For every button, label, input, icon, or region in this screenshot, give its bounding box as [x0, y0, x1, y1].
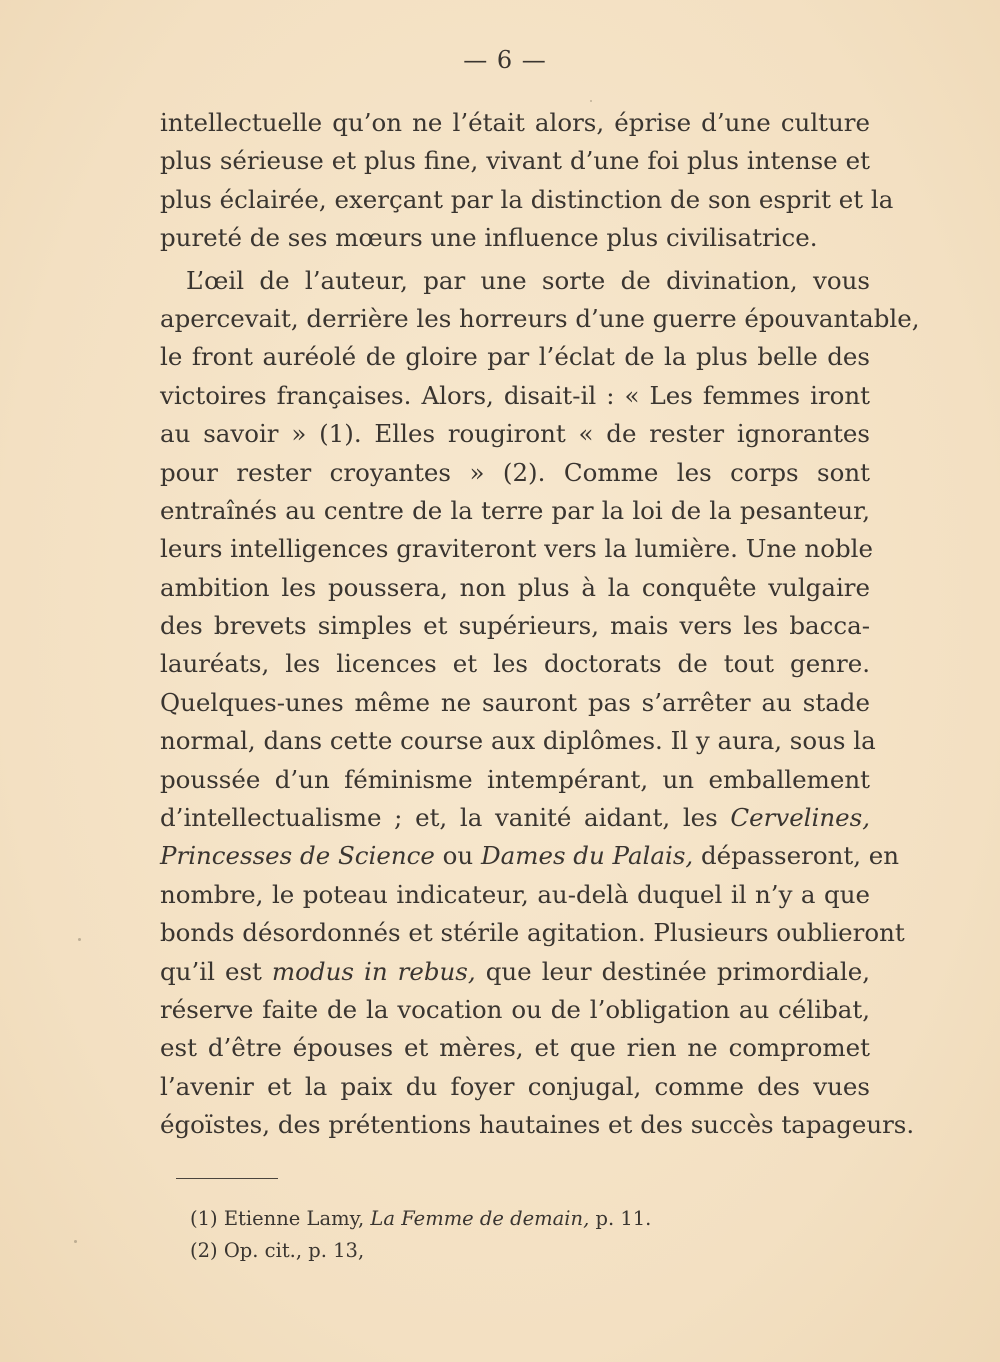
text-line: apercevait, derrière les horreurs d’une guerre épouvantable,	[160, 303, 920, 333]
text-line: L’œil de l’auteur, par une sorte de divination, vous	[186, 265, 870, 295]
text-line: pureté de ses mœurs une influence plus civilisatrice.	[160, 223, 818, 253]
footnotes	[190, 1203, 790, 1267]
italic-term: Cervelines,	[730, 803, 870, 833]
footnote-text: (1) Etienne Lamy,	[190, 1207, 371, 1230]
text-line: Quelques-unes même ne sauront pas s’arrêter au stade	[160, 687, 870, 717]
footnote-1	[190, 1203, 790, 1235]
footnote-divider	[176, 1178, 278, 1179]
text-line: nombre, le poteau indicateur, au-delà duquel il n’y a que	[160, 879, 870, 909]
text-segment: que leur destinée primordiale,	[475, 956, 870, 986]
text-segment: dépasseront, en	[693, 841, 900, 871]
text-line: leurs intelligences graviteront vers la lumière. Une noble	[160, 534, 873, 564]
text-line: le front auréolé de gloire par l’éclat de la plus belle des	[160, 342, 870, 372]
paper-speck	[590, 100, 592, 102]
text-segment: qu’il est	[160, 956, 272, 986]
footnote-title: La Femme de demain,	[370, 1207, 590, 1230]
text-line: au savoir » (1). Elles rougiront « de rester ignorantes	[160, 419, 870, 449]
text-line	[160, 799, 870, 837]
footnote-text: p. 11.	[589, 1207, 652, 1230]
text-line: victoires françaises. Alors, disait-il : « Les femmes iront	[160, 380, 870, 410]
text-line: ambition les poussera, non plus à la conquête vulgaire	[160, 572, 870, 602]
italic-term: Dames du Palais,	[480, 841, 694, 871]
text-line: des brevets simples et supérieurs, mais vers les bacca-	[160, 611, 870, 641]
text-line: lauréats, les licences et les doctorats de tout genre.	[160, 649, 870, 679]
text-line: intellectuelle qu’on ne l’était alors, éprise d’une culture	[160, 108, 870, 137]
text-line	[160, 953, 870, 991]
text-segment: d’intellectualisme ; et, la vanité aidant, les	[160, 803, 718, 833]
text-line: est d’être épouses et mères, et que rien ne compromet	[160, 1033, 870, 1063]
italic-term: modus in rebus,	[271, 956, 476, 986]
text-line: plus sérieuse et plus fine, vivant d’une foi plus intense et	[160, 146, 870, 176]
page-number: — 6 —	[463, 46, 547, 74]
italic-term: Princesses de Science	[160, 841, 435, 871]
text-line: normal, dans cette course aux diplômes. Il y aura, sous la	[160, 726, 876, 756]
text-line: entraînés au centre de la terre par la loi de la pesanteur,	[160, 495, 870, 525]
text-line: poussée d’un féminisme intempérant, un emballement	[160, 764, 870, 794]
body-text	[160, 104, 920, 1145]
text-line	[160, 837, 900, 875]
text-line: bonds désordonnés et stérile agitation. Plusieurs oublieront	[160, 918, 905, 948]
text-line: plus éclairée, exerçant par la distinction de son esprit et la	[160, 184, 894, 214]
text-segment: ou	[434, 841, 481, 871]
text-line: l’avenir et la paix du foyer conjugal, comme des vues	[160, 1071, 870, 1101]
paper-speck	[74, 1240, 77, 1243]
paper-speck	[78, 938, 81, 941]
text-line: égoïstes, des prétentions hautaines et des succès tapageurs.	[160, 1110, 915, 1140]
footnote-2: (2) Op. cit., p. 13,	[190, 1239, 365, 1262]
text-line: pour rester croyantes » (2). Comme les corps sont	[160, 457, 870, 487]
text-line: réserve faite de la vocation ou de l’obligation au célibat,	[160, 994, 870, 1024]
